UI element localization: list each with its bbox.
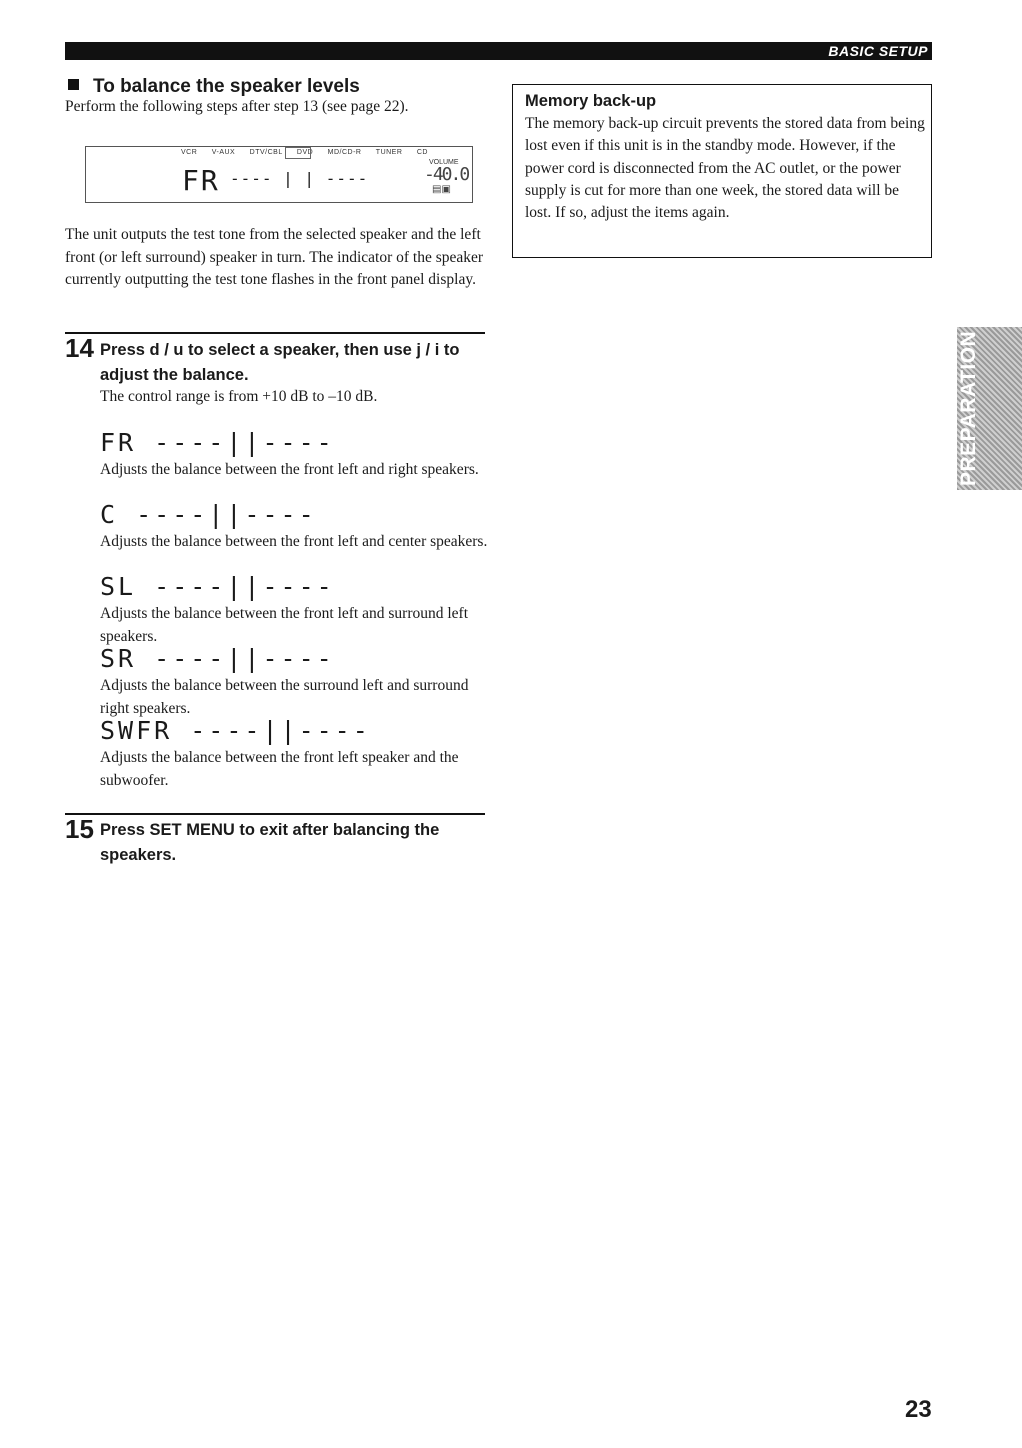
step-15-heading: Press SET MENU to exit after balancing the speakers.: [100, 821, 440, 864]
balance-desc-fr: Adjusts the balance between the front left and right speakers.: [100, 461, 479, 478]
section-title-text: To balance the speaker levels: [93, 76, 360, 97]
display-status-icons: ▤▣: [432, 184, 451, 195]
step-15-number: 15: [65, 814, 94, 844]
side-tab-label: PREPARATION: [957, 330, 980, 487]
header-bar: [65, 42, 932, 60]
display-volume-label: VOLUME: [429, 159, 459, 166]
memory-backup-box: [512, 84, 932, 258]
balance-display-sl: SL ----||----: [100, 572, 335, 601]
step-14-rule: [65, 332, 485, 334]
step-15-rule: [65, 813, 485, 815]
intro-text: Perform the following steps after step 13 (see page 22).: [65, 98, 409, 115]
memory-backup-title: Memory back-up: [525, 92, 657, 110]
step-14-number: 14: [65, 333, 94, 363]
balance-display-c: C ----||----: [100, 500, 317, 529]
balance-display-fr: FR ----||----: [100, 428, 335, 457]
balance-display-sr: SR ----||----: [100, 644, 335, 673]
display-input-labels: VCR V-AUX DTV/CBL DVD MD/CD-R TUNER CD: [181, 149, 428, 156]
display-volume-value: -40.0: [424, 164, 469, 185]
preparation-side-tab: [957, 327, 1022, 490]
balance-desc-sr: Adjusts the balance between the surround left and surround right speakers.: [100, 677, 469, 717]
balance-desc-sl: Adjusts the balance between the front left and surround left speakers.: [100, 605, 469, 645]
step-14-heading: Press d / u to select a speaker, then use j / i to adjust the balance.: [100, 341, 460, 384]
front-panel-display: [85, 146, 473, 203]
control-range-text: The control range is from +10 dB to –10 dB.: [100, 388, 378, 405]
memory-backup-text: The memory back-up circuit prevents the stored data from being lost even if this unit is in the standby mode. However, if the power cord is disconnected from the AC outlet, or the power supply is cut for more than one week, the stored data will be lost. If so, adjust the items again.: [525, 115, 925, 222]
section-title: [68, 76, 360, 98]
header-section-label: BASIC SETUP: [828, 43, 928, 59]
test-tone-paragraph: The unit outputs the test tone from the selected speaker and the left front (or left surround) speaker in turn. The indicator of the speaker currently outputting the test tone flashes in the front panel display.: [65, 226, 484, 288]
balance-desc-c: Adjusts the balance between the front left and center speakers.: [100, 533, 488, 550]
balance-display-swfr: SWFR ----||----: [100, 716, 371, 745]
page-number: 23: [905, 1396, 932, 1423]
display-dvd-indicator: [285, 147, 311, 159]
display-speaker-indicator: FR: [182, 164, 220, 197]
display-balance-bar: ---- | | ----: [230, 169, 369, 188]
square-bullet-icon: [68, 79, 79, 90]
balance-desc-swfr: Adjusts the balance between the front left speaker and the subwoofer.: [100, 749, 459, 789]
